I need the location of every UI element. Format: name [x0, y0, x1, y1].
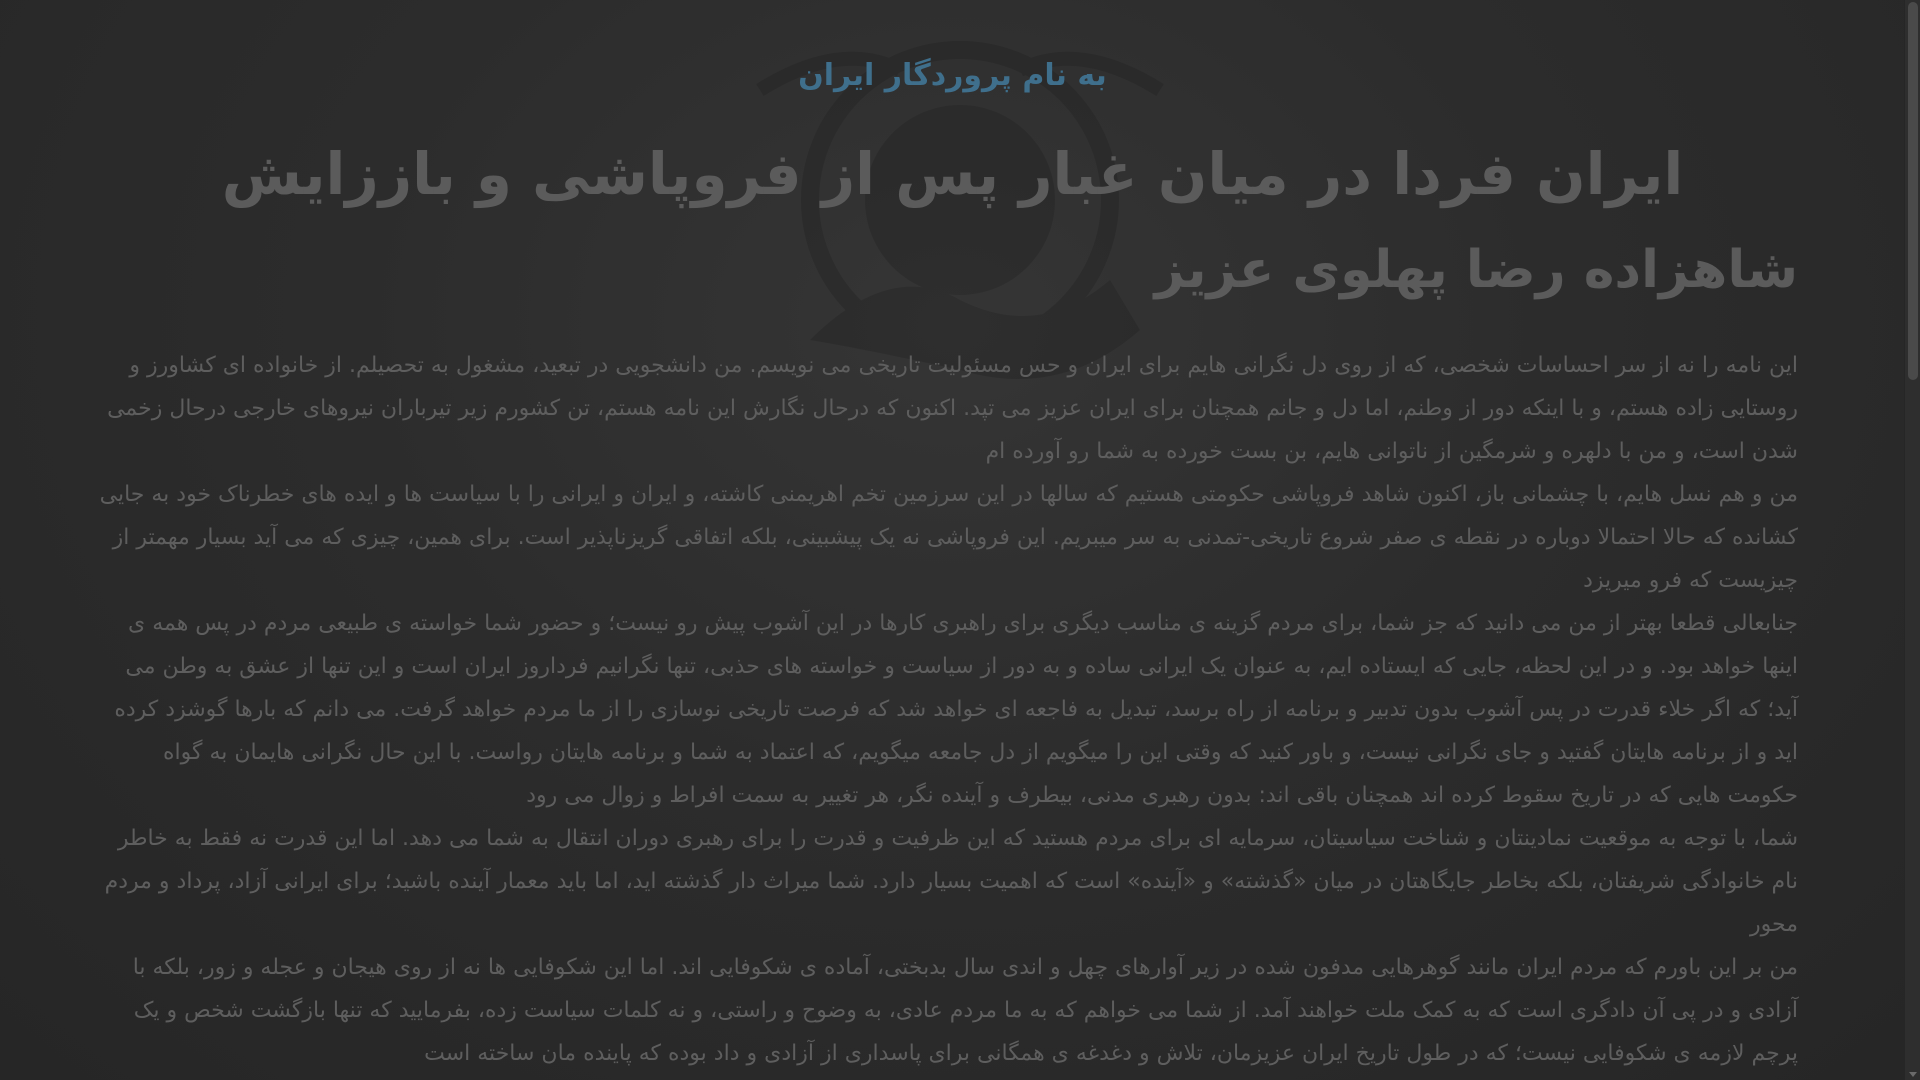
paragraph: جنابعالی قطعا بهتر از من می دانید که جز شما، برای مردم گزینه ی مناسب دیگری برای راهبری کارها در این آشوب پیش رو نیست؛ و حضور شما خواسته ی طبیعی مردم در پس همه ی اینها خواهد بود. و در این لحظه، جایی که ایستاده ایم، به عنوان یک ایرانی ساده و به دور از سیاست و خواسته های حذبی، تنها نگرانیم فرداروز ایران است و این تنها از عشق به وطن می آید؛ که اگر خلاء قدرت در پس آشوب بدون تدبیر و برنامه از راه برسد، تبدیل به فاجعه ای خواهد شد که فرصت تاریخی نوسازی را از ما مردم خواهد گرفت. می دانم که بارها گوشزد کرده اید و از برنامه هایتان گفتید و جای نگرانی نیست، و باور کنید که وقتی این را میگویم از دل جامعه میگویم، که اعتماد به شما و برنامه هایتان رواست. با این حال نگرانی هایمان به گواه حکومت هایی که در تاریخ سقوط کرده اند همچنان باقی اند: بدون رهبری مدنی، بیطرف و آینده نگر، هر تغییر به سمت افراط و زوال می رود [114, 611, 1798, 808]
invocation-heading: به نام پروردگار ایران [798, 58, 1107, 93]
paragraph: من و هم نسل هایم، با چشمانی باز، اکنون شاهد فروپاشی حکومتی هستیم که سالها در این سرزمین تخم اهریمنی کاشته، و ایران و ایرانی را با سیاست ها و ایده های خطرناک خود به جایی کشانده که حالا احتمالا دوباره در نقطه ی صفر شروع تاریخی-تمدنی به سر میبریم. این فروپاشی نه یک پیشبینی، بلکه اتفاقی گریزناپذیر است. برای همین، چیزی که می آید بسیار مهمتر از چیزیست که فرو میریزد [99, 482, 1798, 593]
page-title: ایران فردا در میان غبار پس از فروپاشی و باززایش [221, 140, 1684, 208]
addressee-heading: شاهزاده رضا پهلوی عزیز [1154, 240, 1798, 300]
scroll-down-arrow-icon[interactable] [1909, 1072, 1917, 1077]
paragraph: شما، با توجه به موقعیت نمادینتان و شناخت سیاسیتان، سرمایه ای برای مردم هستید که این ظرفیت و قدرت را برای رهبری دوران انتقال به شما می دهد. اما این قدرت نه فقط به خاطر نام خانوادگی شریفتان، بلکه بخاطر جایگاهتان در میان «گذشته» و «آینده» است که اهمیت بسیار دارد. شما میراث دار گذشته اید، اما باید معمار آینده باشید؛ برای ایرانی آزاد، پرداد و مردم محور [104, 826, 1798, 937]
letter-body [98, 344, 1798, 1075]
paragraph: من بر این باورم که مردم ایران مانند گوهرهایی مدفون شده در زیر آوارهای چهل و اندی سال بدبختی، آماده ی شکوفایی اند. اما این شکوفایی ها نه از روی هیجان و عجله و زور، بلکه با آزادی و در پی آن دادگری است که به کمک ملت خواهند آمد. از شما می خواهم که به ما مردم عادی، به وضوح و راستی، و نه کلمات سیاست زده، بفرمایید که تنها بازگشت شخص و یک پرچم لازمه ی شکوفایی نیست؛ که در طول تاریخ ایران عزیزمان، تلاش و دغدغه ی همگانی برای پاسداری از آزادی و داد بوده که پاینده مان ساخته است [132, 955, 1798, 1066]
vertical-scrollbar[interactable] [1904, 0, 1920, 1080]
paragraph: این نامه را نه از سر احساسات شخصی، که از روی دل نگرانی هایم برای ایران و حس مسئولیت تاریخی می نویسم. من دانشجویی در تبعید، مشغول به تحصیلم. از خانواده ای کشاورز و روستایی زاده هستم، و با اینکه دور از وطنم، اما دل و جانم همچنان برای ایران عزیز می تپد. اکنون که درحال نگارش این نامه هستم، تن کشورم زیر تیرباران نیروهای خارجی درحال زخمی شدن است، و من با دلهره و شرمگین از ناتوانی هایم، بن بست خورده به شما رو آورده ام [107, 353, 1798, 464]
scrollbar-thumb[interactable] [1908, 2, 1918, 380]
